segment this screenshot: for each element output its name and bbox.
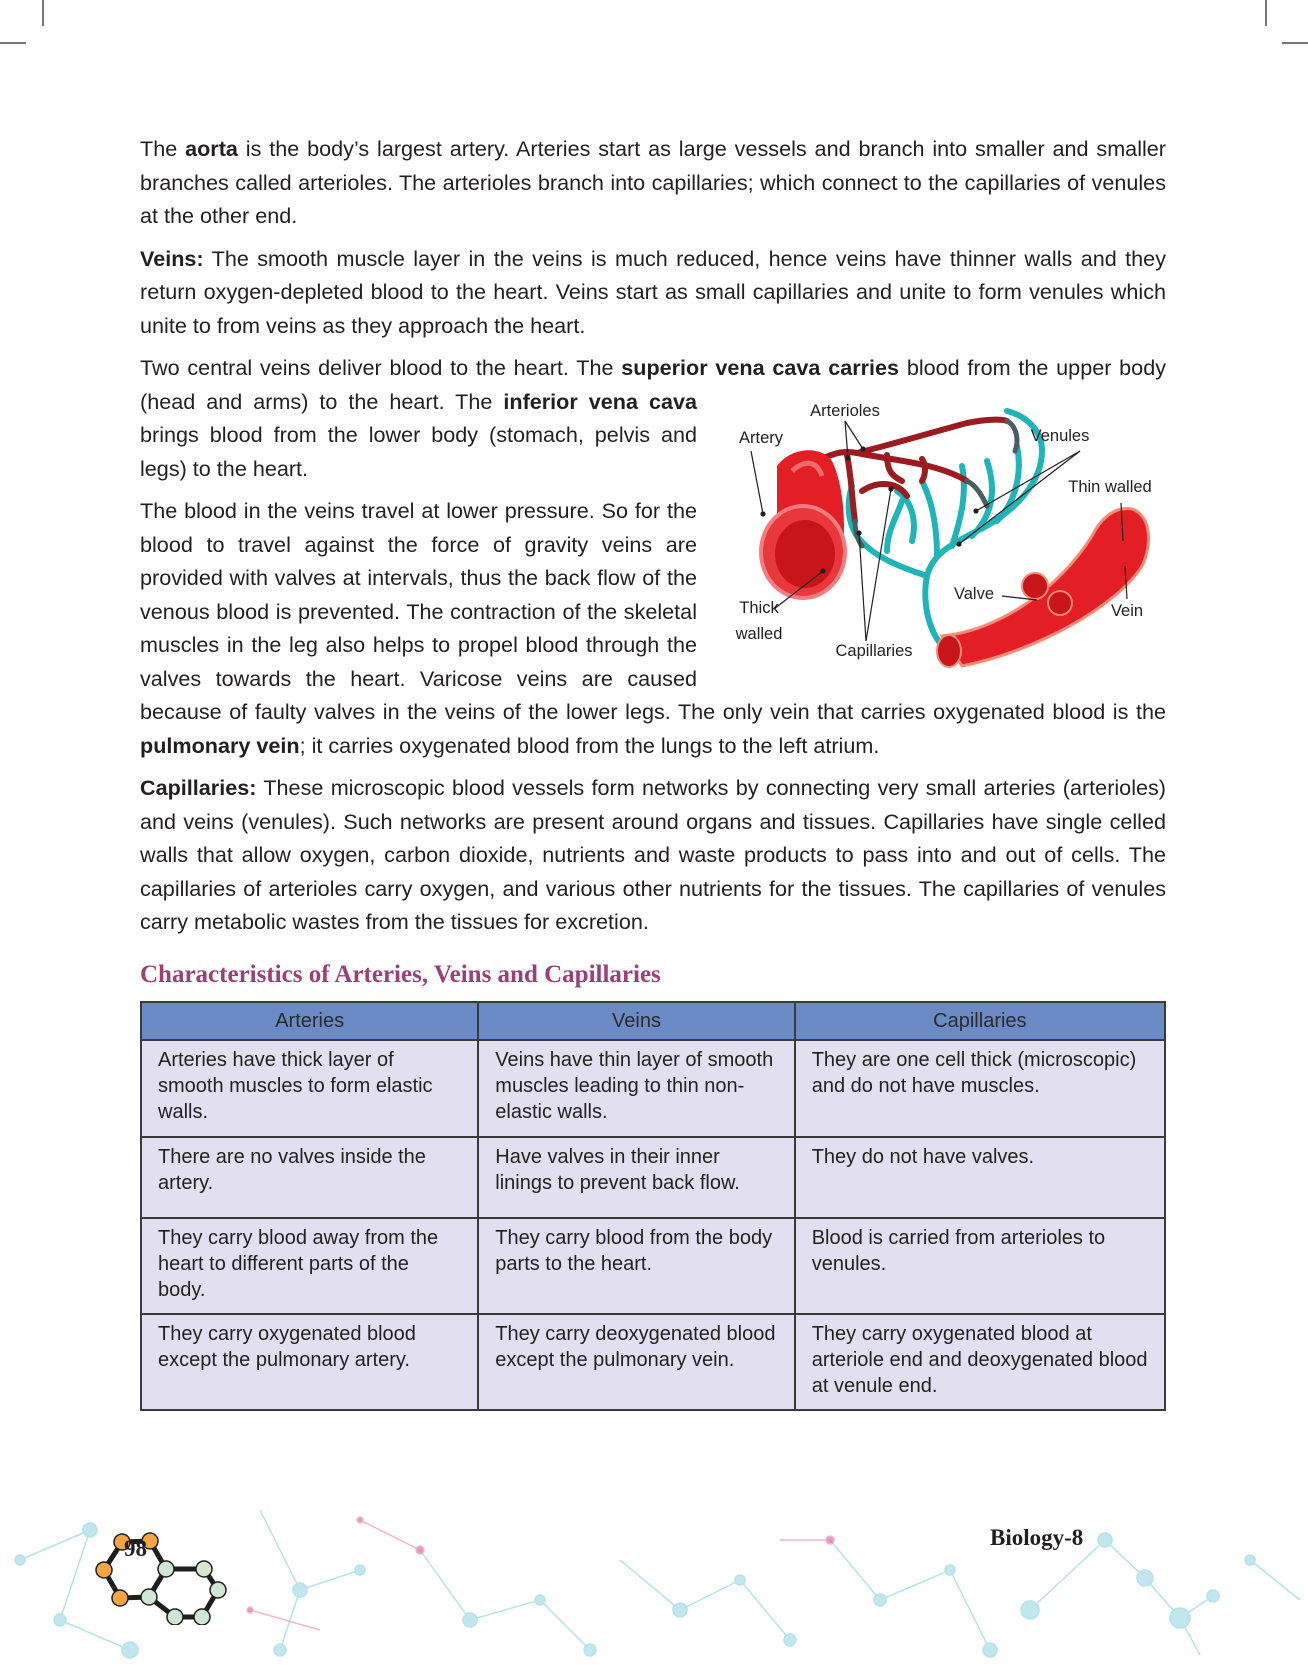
term-veins: Veins: [140, 245, 204, 271]
term-inferior-vena-cava: inferior vena cava [503, 388, 697, 414]
table-row [141, 1137, 1165, 1218]
page-content [140, 132, 1166, 1411]
text: ; it carries oxygenated blood from the lungs to the left atrium. [299, 732, 880, 758]
book-title: Biology-8 [990, 1525, 1084, 1550]
table-cell: They carry deoxygenated blood except the pulmonary vein. [478, 1314, 794, 1410]
table-cell: They are one cell thick (microscopic) and do not have muscles. [795, 1040, 1165, 1137]
text: is the body’s largest artery. Arteries start as large vessels and branch into smaller and smaller branches called arterioles. The arterioles branch into capillaries; which connect to the capillaries of venules at the other end. [140, 136, 1166, 228]
paragraph-aorta [140, 132, 1166, 233]
text: These microscopic blood vessels form networks by connecting very small arteries (arterioles) and veins (venules). Such networks are present around organs and tissues. Capillaries have single celled walls that allow oxygen, carbon dioxide, nutrients and waste products to pass into and out of cells. The capillaries of arterioles carry oxygen, and various other nutrients for the tissues. The capillaries of venules carry metabolic wastes from the tissues for excretion. [140, 775, 1166, 934]
table-cell: Arteries have thick layer of smooth muscles to form elastic walls. [141, 1040, 478, 1137]
label-thin-walled: Thin walled [1068, 478, 1152, 496]
term-capillaries: Capillaries: [140, 775, 257, 800]
page-number-hexagons [90, 1505, 240, 1625]
paragraph-capillaries [140, 771, 1166, 939]
table-cell: There are no valves inside the artery. [141, 1137, 478, 1218]
crop-mark [0, 42, 26, 44]
table-row [141, 1314, 1165, 1410]
table-cell: Have valves in their inner linings to prevent back flow. [478, 1137, 794, 1218]
label-vein: Vein [1110, 602, 1144, 620]
header-veins: Veins [478, 1002, 794, 1040]
label-thick: Thick [739, 599, 779, 617]
header-arteries: Arteries [141, 1002, 478, 1040]
blood-vessels-diagram [697, 351, 1166, 695]
term-superior-vena-cava: superior vena cava carries [621, 355, 900, 380]
table-cell: They carry blood from the body parts to the heart. [478, 1218, 794, 1314]
term-aorta: aorta [185, 136, 238, 161]
label-valve: Valve [953, 585, 995, 603]
table-cell: Blood is carried from arterioles to venules. [795, 1218, 1165, 1314]
characteristics-table [140, 1001, 1166, 1411]
table-cell: They carry oxygenated blood at arteriole end and deoxygenated blood at venule end. [795, 1314, 1165, 1410]
table-cell: They do not have valves. [795, 1137, 1165, 1218]
label-capillaries: Capillaries [835, 642, 913, 660]
text: blood from the upper body (head and arms) to the heart. The [140, 355, 1166, 414]
table-cell: Veins have thin layer of smooth muscles leading to thin non-elastic walls. [478, 1040, 794, 1137]
label-arterioles: Arterioles [810, 402, 880, 420]
text: brings blood from the lower body (stomach, pelvis and legs) to the heart. [140, 422, 697, 481]
table-header-row [141, 1002, 1165, 1040]
table-cell: They carry blood away from the heart to different parts of the body. [141, 1218, 478, 1314]
table-row [141, 1040, 1165, 1137]
term-pulmonary-vein: pulmonary vein [140, 732, 300, 758]
table-title: Characteristics of Arteries, Veins and Capillaries [140, 960, 661, 988]
crop-mark [1282, 42, 1308, 44]
text: The smooth muscle layer in the veins is much reduced, hence veins have thinner walls and they return oxygen-depleted blood to the heart. Veins start as small capillaries and unite to form venules which unite to from veins as they approach the heart. [140, 245, 1166, 338]
table-row [141, 1218, 1165, 1314]
label-artery: Artery [738, 429, 784, 447]
paragraph-veins [140, 242, 1166, 343]
crop-mark [1265, 0, 1267, 26]
text: Two central veins deliver blood to the heart. The [140, 355, 622, 380]
header-capillaries: Capillaries [795, 1002, 1165, 1040]
crop-mark [42, 0, 44, 26]
page-number: 98 [124, 1536, 147, 1561]
label-walled: walled [735, 625, 783, 643]
table-cell: They carry oxygenated blood except the pulmonary artery. [141, 1314, 478, 1410]
text: The [140, 136, 186, 161]
text: The blood in the veins travel at lower pressure. So for the blood to travel against the force of gravity veins are provided with valves at intervals, thus the back flow of the venous blood is prevented. The contraction of the skeletal muscles in the leg also helps to propel blood through the valves towards the heart. Varicose veins are caused because of faulty valves in the veins of the lower legs. The only vein that carries oxygenated blood is the [140, 498, 1166, 724]
label-venules: Venules [1030, 427, 1090, 445]
